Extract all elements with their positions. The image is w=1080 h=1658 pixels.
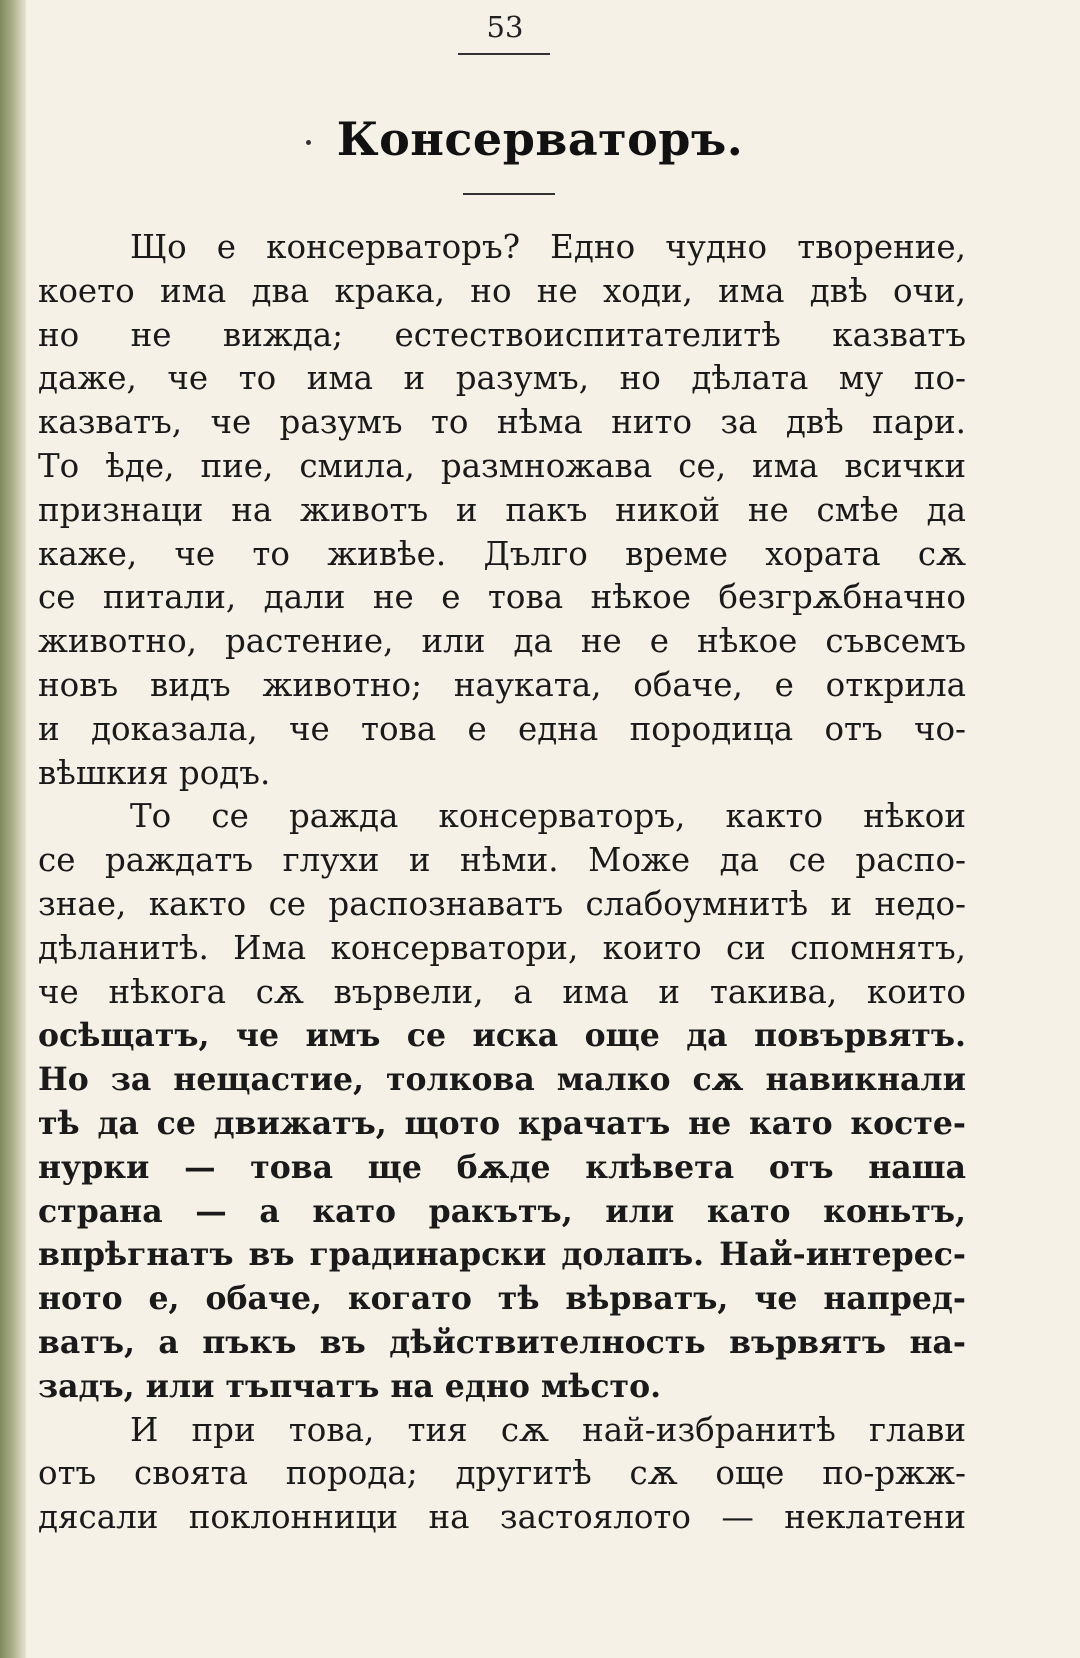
text-line: животно, растение, или да не е нѣкое съвсемъ xyxy=(38,622,966,661)
text-line: Що е консерваторъ? Едно чудно творение, xyxy=(130,228,966,266)
text-line: дясали поклонници на застоялото — неклатени xyxy=(38,1498,966,1537)
text-line: даже, че то има и разумъ, но дѣлата му по- xyxy=(38,359,966,398)
text-line: То ѣде, пие, смила, размножава се, има всички xyxy=(38,446,966,485)
chapter-title: Консерваторъ. xyxy=(336,112,744,166)
text-line: и доказала, че това е една породица отъ чо- xyxy=(38,709,966,748)
text-line: се раждатъ глухи и нѣми. Може да се распо- xyxy=(38,841,966,880)
text-line: признаци на животъ и пакъ никой не смѣе да xyxy=(38,490,966,529)
text-line: задъ, или тъпчатъ на едно мѣсто. xyxy=(38,1367,662,1405)
text-line: вѣшкия родъ. xyxy=(38,753,271,792)
text-line: И при това, тия сѫ най-избранитѣ глави xyxy=(130,1410,966,1449)
text-line: което има два крака, но не ходи, има двѣ очи, xyxy=(38,271,966,310)
text-line: тѣ да се движатъ, щото крачатъ не като косте- xyxy=(38,1104,966,1142)
text-line: новъ видъ животно; науката, обаче, е открила xyxy=(38,665,966,704)
text-line: страна — а като ракътъ, или като коньтъ, xyxy=(38,1192,966,1230)
text-line: но не вижда; естествоиспитателитѣ казватъ xyxy=(38,315,966,354)
header-rule xyxy=(458,53,550,55)
text-line: То се ражда консерваторъ, както нѣкои xyxy=(130,797,966,836)
text-line: впрѣгнатъ въ градинарски долапъ. Най-интерес- xyxy=(38,1236,966,1274)
text-line: знае, както се распознаватъ слабоумнитѣ и недо- xyxy=(38,884,966,923)
binding-shadow xyxy=(0,0,26,1658)
text-line: се питали, дали не е това нѣкое безгрѫбначно xyxy=(38,578,966,617)
text-line: нурки — това ще бѫде клѣвета отъ наша xyxy=(38,1148,966,1186)
text-line: казватъ, че разумъ то нѣма нито за двѣ пари. xyxy=(38,403,966,442)
body-text xyxy=(38,226,966,1540)
text-line: дѣланитѣ. Има консерватори, които си спомнятъ, xyxy=(38,928,966,967)
text-line: Но за нещастие, толкова малко сѫ навикнали xyxy=(38,1061,966,1099)
title-rule xyxy=(463,193,555,195)
text-line: ното е, обаче, когато тѣ вѣрватъ, че напред- xyxy=(38,1280,966,1318)
text-line: каже, че то живѣе. Дълго време хората сѫ xyxy=(38,534,966,573)
text-line: осѣщатъ, че имъ се иска още да повървятъ. xyxy=(38,1017,966,1055)
text-line: че нѣкога сѫ вървели, а има и такива, които xyxy=(38,972,966,1011)
text-line: ватъ, а пъкъ въ дѣйствителность вървятъ на- xyxy=(38,1323,966,1361)
text-line: отъ своята порода; другитѣ сѫ още по-ржж- xyxy=(38,1454,966,1493)
page-number: 53 xyxy=(486,10,524,44)
